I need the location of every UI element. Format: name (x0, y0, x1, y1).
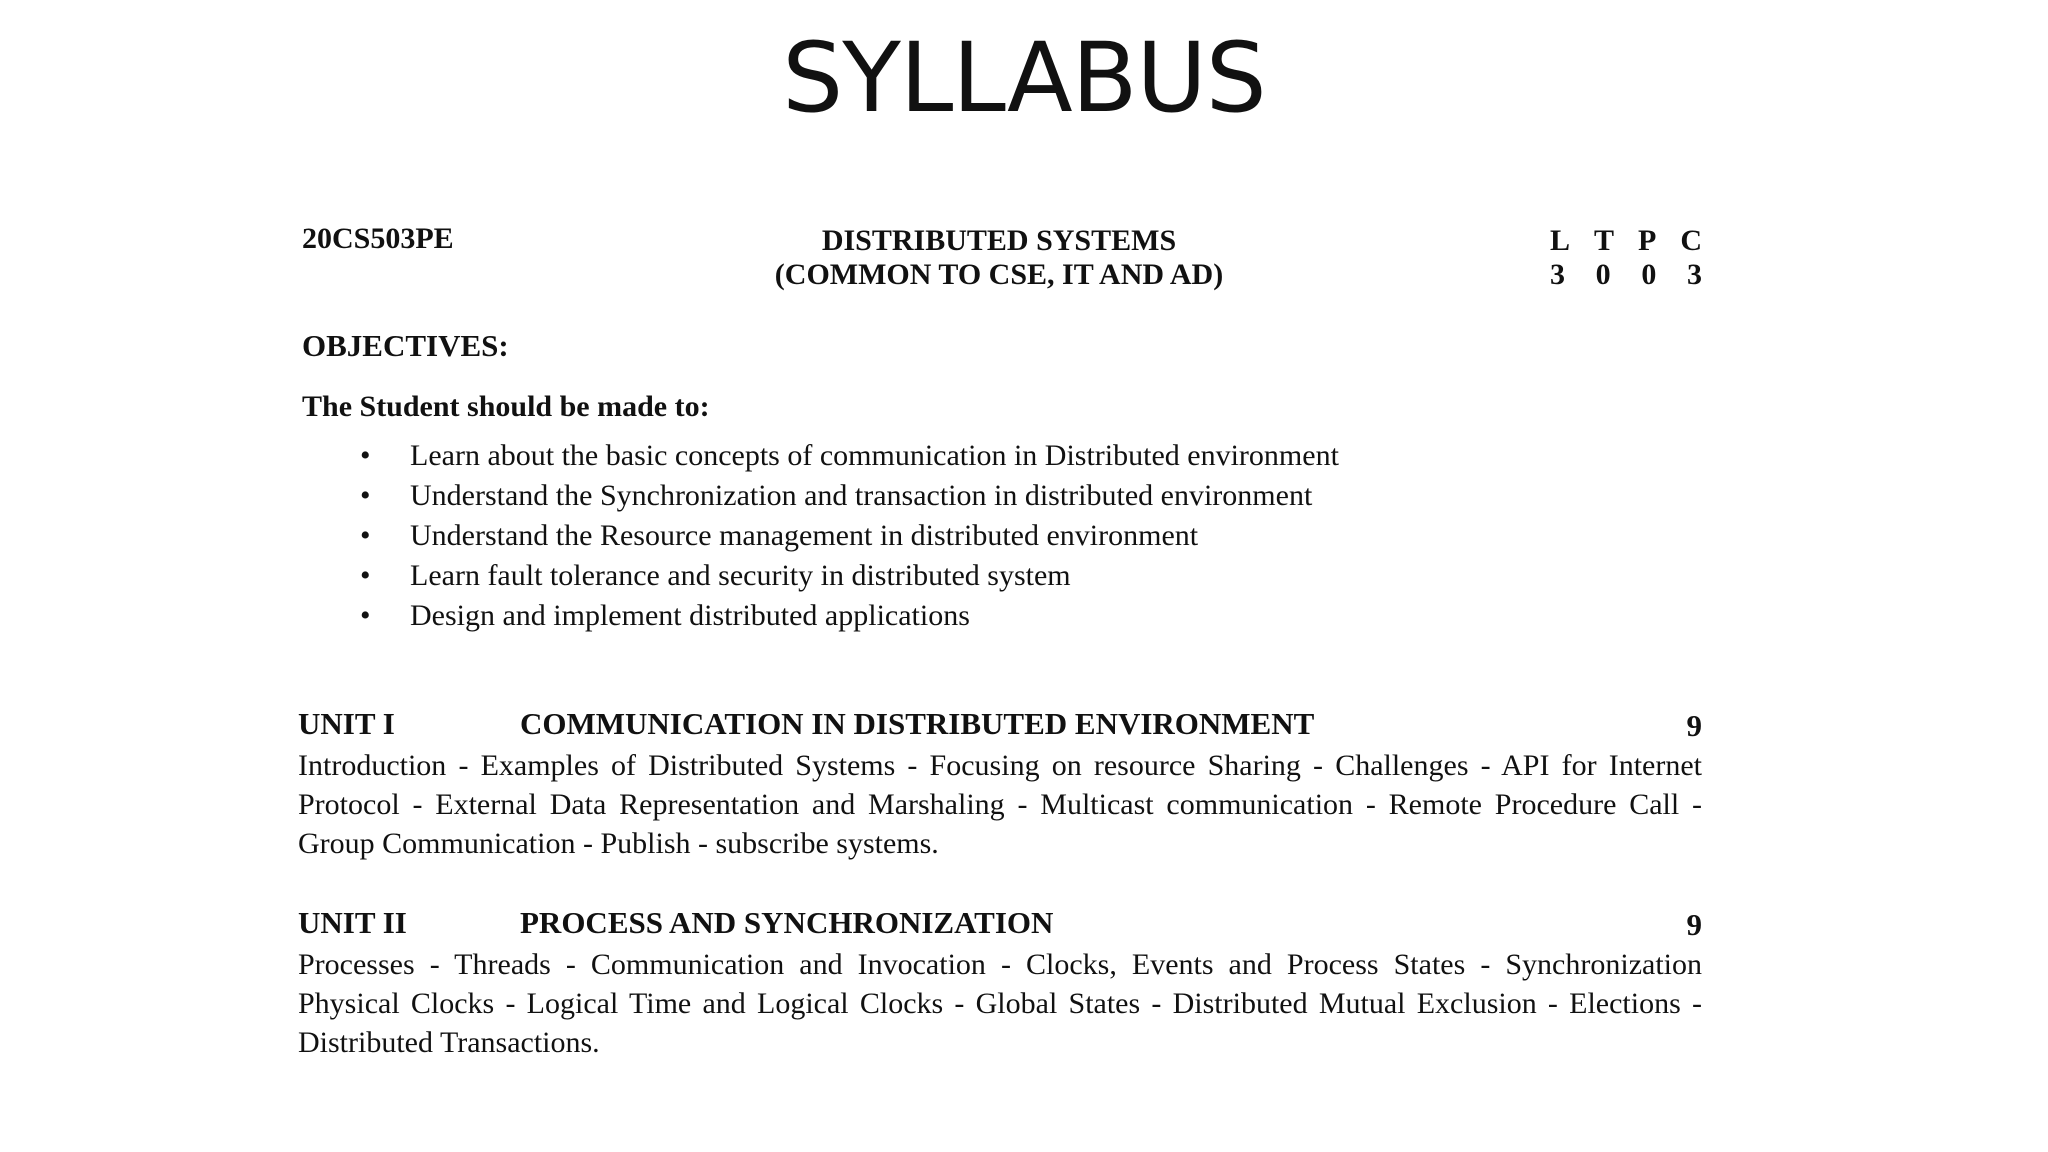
course-header-row-2 (296, 256, 1702, 302)
ltpc-value-c: 3 (1686, 258, 1702, 291)
syllabus-document (296, 210, 1702, 1062)
unit-label: UNIT II (298, 905, 407, 940)
unit-description: Processes - Threads - Communication and Invocation - Clocks, Events and Process States - Synchronization Physical Clocks - Logical Time and Logical Clocks - Global States - Distributed Mutual Exclusion - Elections - Distributed Transactions. (298, 948, 1702, 1059)
ltpc-header-p: P (1638, 224, 1657, 257)
unit-title: PROCESS AND SYNCHRONIZATION (520, 905, 1054, 940)
bullet-icon: • (360, 599, 371, 632)
unit-section-2 (296, 905, 1702, 1062)
ltpc-value-t: 0 (1595, 258, 1611, 291)
unit-label: UNIT I (298, 706, 395, 741)
unit-heading (296, 706, 1702, 744)
course-subtitle: (COMMON TO CSE, IT AND AD) (774, 258, 1224, 291)
ltpc-values (1550, 258, 1702, 292)
objective-text: Design and implement distributed applications (410, 599, 970, 632)
bullet-icon: • (360, 479, 371, 512)
ltpc-value-p: 0 (1641, 258, 1657, 291)
list-item (296, 556, 1702, 596)
unit-section-1 (296, 706, 1702, 863)
objectives-list (296, 436, 1702, 636)
bullet-icon: • (360, 559, 371, 592)
list-item (296, 476, 1702, 516)
list-item (296, 596, 1702, 636)
list-item (296, 516, 1702, 556)
objective-text: Learn about the basic concepts of communication in Distributed environment (410, 439, 1339, 472)
bullet-icon: • (360, 439, 371, 472)
objectives-intro: The Student should be made to: (302, 390, 710, 423)
course-header-row-1 (296, 210, 1702, 256)
ltpc-headers (1550, 224, 1702, 258)
unit-description: Introduction - Examples of Distributed Systems - Focusing on resource Sharing - Challenges - API for Internet Protocol - External Data Representation and Marshaling - Multicast communication - Remote Procedure Call - Group Communication - Publish - subscribe systems. (298, 749, 1702, 860)
slide-title: SYLLABUS (782, 22, 1266, 134)
list-item (296, 436, 1702, 476)
bullet-icon: • (360, 519, 371, 552)
objectives-heading: OBJECTIVES: (302, 328, 509, 363)
objective-text: Understand the Resource management in distributed environment (410, 519, 1199, 552)
ltpc-header-c: C (1680, 224, 1702, 257)
course-title: DISTRIBUTED SYSTEMS (821, 224, 1177, 257)
objective-text: Understand the Synchronization and transaction in distributed environment (410, 479, 1313, 512)
unit-hours: 9 (1686, 907, 1702, 942)
unit-title: COMMUNICATION IN DISTRIBUTED ENVIRONMENT (520, 706, 1315, 741)
objective-text: Learn fault tolerance and security in distributed system (410, 559, 1071, 592)
ltpc-header-l: L (1550, 224, 1571, 257)
course-code: 20CS503PE (302, 222, 454, 255)
ltpc-header-t: T (1594, 224, 1615, 257)
ltpc-value-l: 3 (1550, 258, 1565, 291)
unit-hours: 9 (1686, 708, 1702, 743)
unit-heading (296, 905, 1702, 943)
